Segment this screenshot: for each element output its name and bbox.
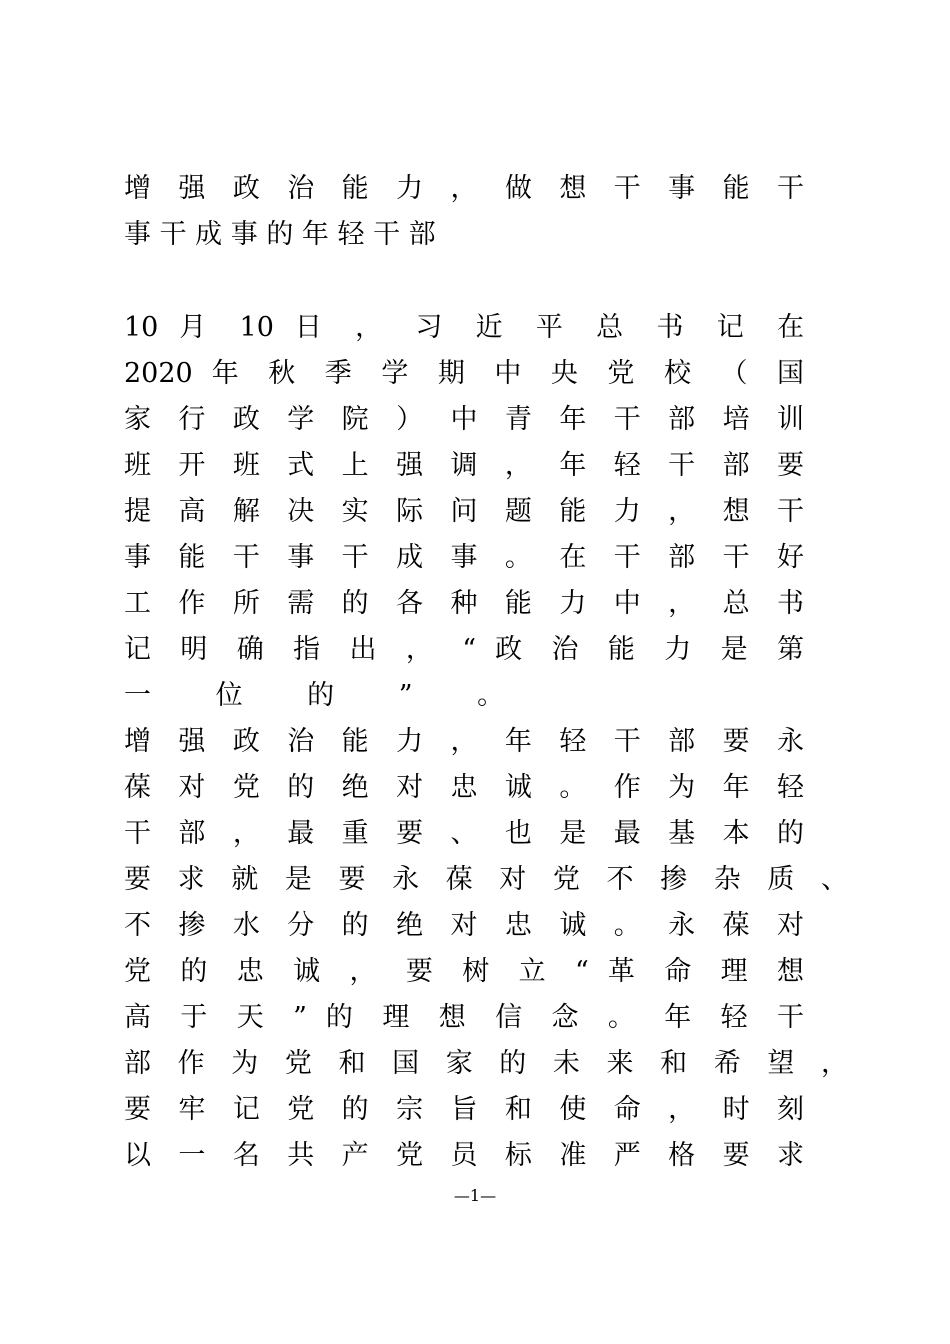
page-number: —1— (453, 1186, 497, 1205)
title-line-2: 事 干 成 事 的 年 轻 干 部 (124, 219, 436, 250)
paragraph-1-line-5: 提 高 解 决 实 际 问 题 能 力 ， 想 干 (124, 496, 804, 527)
paragraph-2-line-9: 要 牢 记 党 的 宗 旨 和 使 命 ， 时 刻 (124, 1094, 804, 1125)
paragraph-1-line-4: 班 开 班 式 上 强 调 ， 年 轻 干 部 要 (124, 450, 804, 481)
paragraph-2-line-10: 以 一 名 共 产 党 员 标 准 严 格 要 求 (124, 1140, 804, 1171)
paragraph-1-line-1: 10 月 10 日 ， 习 近 平 总 书 记 在 (124, 312, 804, 343)
paragraph-2-line-2: 葆 对 党 的 绝 对 忠 诚 。 作 为 年 轻 (124, 772, 804, 803)
paragraph-1-line-3: 家 行 政 学 院 ） 中 青 年 干 部 培 训 (124, 404, 804, 435)
title-line-1: 增 强 政 治 能 力 ， 做 想 干 事 能 干 (124, 173, 804, 204)
paragraph-1-line-6: 事 能 干 事 干 成 事 。 在 干 部 干 好 (124, 542, 804, 573)
paragraph-1-line-2: 2020 年 秋 季 学 期 中 央 党 校 （ 国 (124, 358, 804, 389)
paragraph-2-line-5: 不 掺 水 分 的 绝 对 忠 诚 。 永 葆 对 (124, 910, 804, 941)
paragraph-2-line-1: 增 强 政 治 能 力 ， 年 轻 干 部 要 永 (124, 726, 804, 757)
paragraph-1-line-9: 一 位 的 ” 。 (124, 680, 533, 711)
paragraph-1-line-7: 工 作 所 需 的 各 种 能 力 中 ， 总 书 (124, 588, 804, 619)
paragraph-2-line-4: 要 求 就 是 要 永 葆 对 党 不 掺 杂 质 、 (124, 864, 848, 895)
paragraph-2-line-8: 部 作 为 党 和 国 家 的 未 来 和 希 望 ， (124, 1048, 848, 1079)
paragraph-2-line-7: 高 于 天 ” 的 理 想 信 念 。 年 轻 干 (124, 1002, 804, 1033)
paragraph-2-line-6: 党 的 忠 诚 ， 要 树 立 “ 革 命 理 想 (124, 956, 804, 987)
paragraph-1-line-8: 记 明 确 指 出 ， “ 政 治 能 力 是 第 (124, 634, 804, 665)
paragraph-2-line-3: 干 部 ， 最 重 要 、 也 是 最 基 本 的 (124, 818, 804, 849)
